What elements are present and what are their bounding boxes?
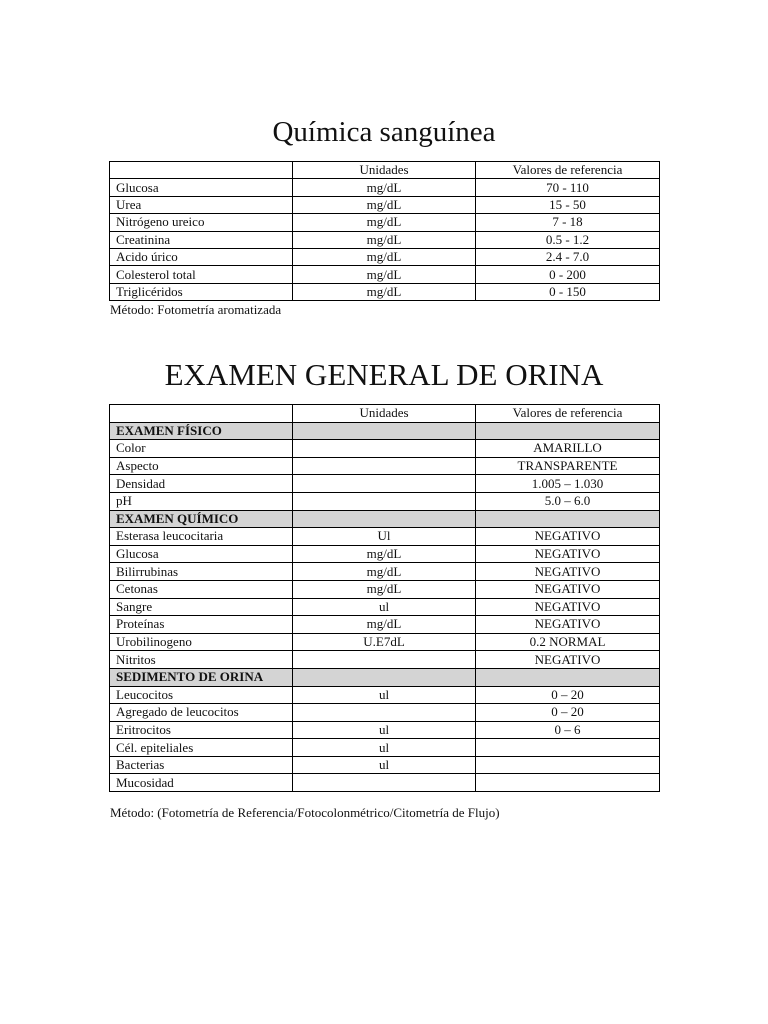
table-cell: ul: [293, 756, 476, 774]
table-row: [110, 196, 660, 213]
table-cell: Mucosidad: [110, 774, 293, 792]
table-row: [110, 580, 660, 598]
orina-table: [109, 404, 660, 792]
table-row: [110, 266, 660, 283]
table-row: [110, 492, 660, 510]
table-cell: 0.5 - 1.2: [476, 231, 660, 248]
quimica-title: Química sanguínea: [272, 116, 496, 148]
table-cell: NEGATIVO: [476, 598, 660, 616]
table-row: [110, 528, 660, 546]
table-cell: mg/dL: [293, 616, 476, 634]
table-cell: [293, 422, 476, 440]
table-row: [110, 651, 660, 669]
table-row: [110, 686, 660, 704]
table-cell: Ul: [293, 528, 476, 546]
table-cell: [293, 440, 476, 458]
table-cell: Cél. epiteliales: [110, 739, 293, 757]
table-cell: EXAMEN QUÍMICO: [110, 510, 293, 528]
table-cell: [110, 162, 293, 179]
table-cell: Color: [110, 440, 293, 458]
table-row: [110, 616, 660, 634]
table-cell: ul: [293, 739, 476, 757]
table-cell: mg/dL: [293, 214, 476, 231]
table-row: [110, 739, 660, 757]
section-header-row: [110, 510, 660, 528]
table-cell: 0 – 20: [476, 686, 660, 704]
table-cell: 1.005 – 1.030: [476, 475, 660, 493]
table-row: [110, 231, 660, 248]
table-row: [110, 248, 660, 265]
table-cell: [293, 774, 476, 792]
table-cell: 5.0 – 6.0: [476, 492, 660, 510]
table-cell: Nitritos: [110, 651, 293, 669]
table-cell: Glucosa: [110, 545, 293, 563]
table-cell: mg/dL: [293, 248, 476, 265]
table-cell: Leucocitos: [110, 686, 293, 704]
table-cell: [293, 475, 476, 493]
table-cell: Glucosa: [110, 179, 293, 196]
table-row: [110, 475, 660, 493]
table-cell: 0 - 150: [476, 283, 660, 300]
table-header-row: [110, 405, 660, 423]
table-cell: Cetonas: [110, 580, 293, 598]
table-row: [110, 545, 660, 563]
table-cell: NEGATIVO: [476, 651, 660, 669]
table-cell: mg/dL: [293, 563, 476, 581]
orina-title: EXAMEN GENERAL DE ORINA: [164, 357, 604, 392]
table-cell: ul: [293, 721, 476, 739]
table-cell: 70 - 110: [476, 179, 660, 196]
table-cell: Nitrógeno ureico: [110, 214, 293, 231]
table-row: [110, 563, 660, 581]
table-cell: Urobilinogeno: [110, 633, 293, 651]
table-cell: ul: [293, 686, 476, 704]
table-row: [110, 756, 660, 774]
table-cell: [476, 774, 660, 792]
table-cell: Esterasa leucocitaria: [110, 528, 293, 546]
table-cell: 7 - 18: [476, 214, 660, 231]
table-cell: [110, 405, 293, 423]
table-cell: Agregado de leucocitos: [110, 704, 293, 722]
quimica-method: Método: Fotometría aromatizada: [110, 302, 282, 317]
table-cell: NEGATIVO: [476, 563, 660, 581]
table-cell: NEGATIVO: [476, 528, 660, 546]
table-row: [110, 179, 660, 196]
table-cell: Proteínas: [110, 616, 293, 634]
table-row: [110, 774, 660, 792]
table-cell: 0 – 20: [476, 704, 660, 722]
table-row: [110, 283, 660, 300]
table-row: [110, 721, 660, 739]
section-header-row: [110, 422, 660, 440]
table-cell: TRANSPARENTE: [476, 457, 660, 475]
table-cell: mg/dL: [293, 580, 476, 598]
table-cell: [293, 457, 476, 475]
table-cell: [476, 668, 660, 686]
table-row: [110, 598, 660, 616]
table-cell: [293, 651, 476, 669]
table-cell: mg/dL: [293, 266, 476, 283]
table-cell: [293, 668, 476, 686]
section-header-row: [110, 668, 660, 686]
quimica-table: [109, 161, 660, 301]
table-row: [110, 440, 660, 458]
table-cell: mg/dL: [293, 196, 476, 213]
table-cell: 0.2 NORMAL: [476, 633, 660, 651]
table-cell: 0 - 200: [476, 266, 660, 283]
table-cell: ul: [293, 598, 476, 616]
table-cell: NEGATIVO: [476, 616, 660, 634]
table-header-row: [110, 162, 660, 179]
table-row: [110, 214, 660, 231]
table-cell: Triglicéridos: [110, 283, 293, 300]
table-cell: mg/dL: [293, 231, 476, 248]
table-cell: [476, 422, 660, 440]
table-cell: NEGATIVO: [476, 545, 660, 563]
table-cell: Densidad: [110, 475, 293, 493]
table-cell: Bacterias: [110, 756, 293, 774]
table-cell: Valores de referencia: [476, 162, 660, 179]
table-cell: Urea: [110, 196, 293, 213]
table-cell: [476, 739, 660, 757]
table-cell: [293, 492, 476, 510]
table-cell: 0 – 6: [476, 721, 660, 739]
table-cell: Unidades: [293, 162, 476, 179]
table-cell: Sangre: [110, 598, 293, 616]
table-cell: 2.4 - 7.0: [476, 248, 660, 265]
table-cell: SEDIMENTO DE ORINA: [110, 668, 293, 686]
table-row: [110, 457, 660, 475]
table-cell: U.E7dL: [293, 633, 476, 651]
table-cell: Valores de referencia: [476, 405, 660, 423]
table-cell: Colesterol total: [110, 266, 293, 283]
table-row: [110, 704, 660, 722]
table-cell: AMARILLO: [476, 440, 660, 458]
table-cell: mg/dL: [293, 283, 476, 300]
table-cell: Bilirrubinas: [110, 563, 293, 581]
table-row: [110, 633, 660, 651]
table-cell: Creatinina: [110, 231, 293, 248]
table-cell: NEGATIVO: [476, 580, 660, 598]
table-cell: pH: [110, 492, 293, 510]
table-cell: Aspecto: [110, 457, 293, 475]
table-cell: mg/dL: [293, 179, 476, 196]
table-cell: Unidades: [293, 405, 476, 423]
table-cell: Acido úrico: [110, 248, 293, 265]
table-cell: Eritrocitos: [110, 721, 293, 739]
table-cell: [476, 510, 660, 528]
table-cell: [293, 510, 476, 528]
table-cell: mg/dL: [293, 545, 476, 563]
table-cell: [293, 704, 476, 722]
table-cell: EXAMEN FÍSICO: [110, 422, 293, 440]
table-cell: [476, 756, 660, 774]
orina-method: Método: (Fotometría de Referencia/Fotocolonmétrico/Citometría de Flujo): [110, 805, 500, 820]
table-cell: 15 - 50: [476, 196, 660, 213]
